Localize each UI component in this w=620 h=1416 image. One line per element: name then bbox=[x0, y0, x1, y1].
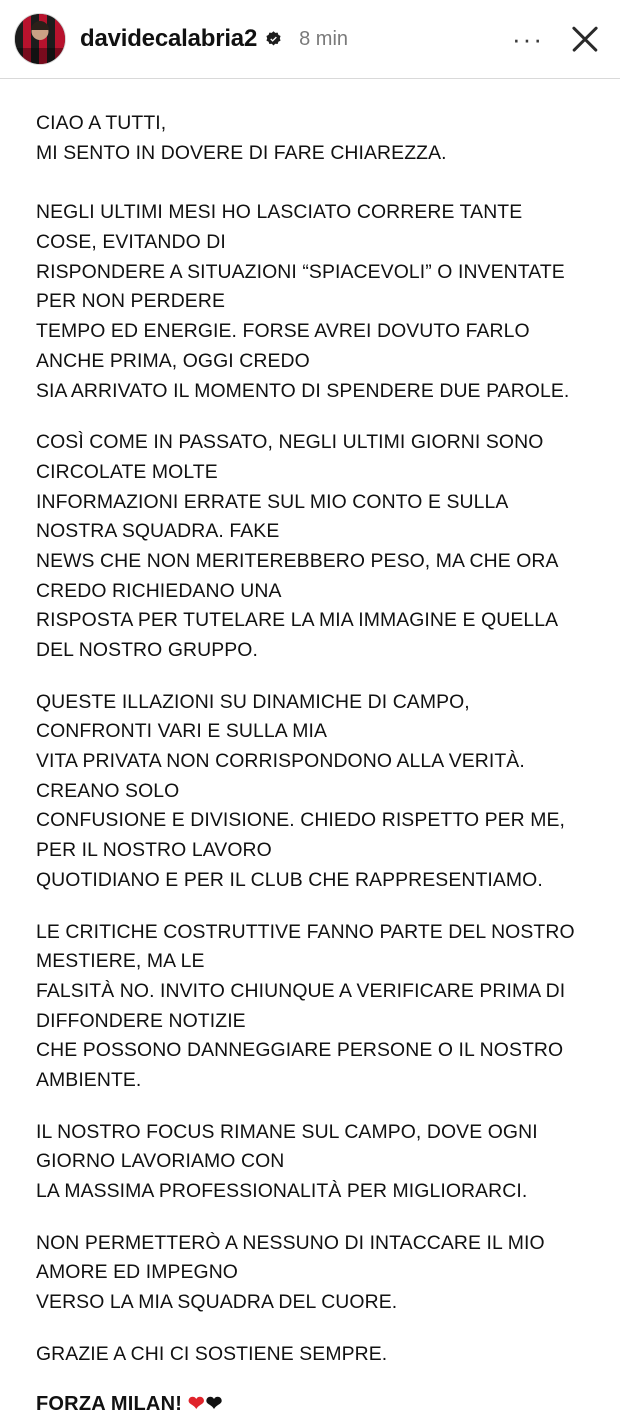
more-options-icon[interactable]: ··· bbox=[512, 24, 544, 54]
paragraph-line: IL NOSTRO FOCUS RIMANE SUL CAMPO, DOVE OGNI GIORNO LAVORIAMO CON bbox=[36, 1120, 538, 1173]
paragraph-line: INFORMAZIONI ERRATE SUL MIO CONTO E SULLA NOSTRA SQUADRA. FAKE bbox=[36, 490, 508, 543]
paragraph-line: RISPOSTA PER TUTELARE LA MIA IMMAGINE E QUELLA DEL NOSTRO GRUPPO. bbox=[36, 609, 558, 661]
paragraph-line: NON PERMETTERÒ A NESSUNO DI INTACCARE IL MIO AMORE ED IMPEGNO bbox=[36, 1231, 545, 1284]
paragraph-line: QUESTE ILLAZIONI SU DINAMICHE DI CAMPO, CONFRONTI VARI E SULLA MIA bbox=[36, 690, 470, 743]
red-heart-icon: ❤ bbox=[187, 1393, 206, 1416]
avatar[interactable] bbox=[14, 13, 66, 65]
paragraph-line: VERSO LA MIA SQUADRA DEL CUORE. bbox=[36, 1291, 398, 1314]
paragraph-line: VITA PRIVATA NON CORRISPONDONO ALLA VERITÀ. CREANO SOLO bbox=[36, 750, 525, 802]
story-header bbox=[0, 0, 620, 78]
signoff-text: FORZA MILAN! bbox=[36, 1393, 183, 1416]
avatar-shade bbox=[15, 48, 65, 64]
paragraph-line: NEWS CHE NON MERITEREBBERO PESO, MA CHE ORA CREDO RICHIEDANO UNA bbox=[36, 549, 558, 602]
paragraph-line: LE CRITICHE COSTRUTTIVE FANNO PARTE DEL NOSTRO MESTIERE, MA LE bbox=[36, 920, 575, 973]
story-paragraph bbox=[36, 918, 586, 1096]
story-greeting bbox=[36, 109, 586, 168]
paragraph-line: CHE POSSONO DANNEGGIARE PERSONE O IL NOSTRO AMBIENTE. bbox=[36, 1039, 564, 1091]
paragraph-line: LA MASSIMA PROFESSIONALITÀ PER MIGLIORARCI. bbox=[36, 1180, 528, 1202]
story-paragraph bbox=[36, 1340, 586, 1370]
story-text-content bbox=[0, 79, 620, 1416]
paragraph-line: QUOTIDIANO E PER IL CLUB CHE RAPPRESENTIAMO. bbox=[36, 868, 543, 891]
paragraph-line: TEMPO ED ENERGIE. FORSE AVREI DOVUTO FARLO ANCHE PRIMA, OGGI CREDO bbox=[36, 320, 530, 372]
paragraph-line: CONFUSIONE E DIVISIONE. CHIEDO RISPETTO PER ME, PER IL NOSTRO LAVORO bbox=[36, 809, 566, 862]
story-paragraph bbox=[36, 428, 586, 666]
black-heart-icon: ❤ bbox=[205, 1393, 224, 1416]
paragraph-line: COSÌ COME IN PASSATO, NEGLI ULTIMI GIORNI SONO CIRCOLATE MOLTE bbox=[36, 431, 544, 483]
account-username[interactable]: davidecalabria2 bbox=[80, 25, 258, 52]
story-paragraph bbox=[36, 688, 586, 896]
close-icon[interactable] bbox=[568, 22, 602, 56]
story-paragraph bbox=[36, 1118, 586, 1207]
story-paragraph bbox=[36, 1229, 586, 1318]
paragraph-line: NEGLI ULTIMI MESI HO LASCIATO CORRERE TANTE COSE, EVITANDO DI bbox=[36, 201, 523, 254]
paragraph-line: SIA ARRIVATO IL MOMENTO DI SPENDERE DUE PAROLE. bbox=[36, 379, 570, 402]
verified-badge-icon bbox=[264, 30, 283, 49]
story-timestamp: 8 min bbox=[299, 27, 349, 50]
paragraph-line: GRAZIE A CHI CI SOSTIENE SEMPRE. bbox=[36, 1342, 388, 1365]
story-paragraph bbox=[36, 198, 586, 406]
story-signoff bbox=[36, 1391, 586, 1416]
paragraph-line: FALSITÀ NO. INVITO CHIUNQUE A VERIFICARE PRIMA DI DIFFONDERE NOTIZIE bbox=[36, 979, 566, 1032]
greeting-line: MI SENTO IN DOVERE DI FARE CHIAREZZA. bbox=[36, 141, 447, 164]
heart-icons bbox=[188, 1393, 224, 1415]
greeting-line: CIAO A TUTTI, bbox=[36, 112, 167, 134]
paragraph-line: RISPONDERE A SITUAZIONI “SPIACEVOLI” O INVENTATE PER NON PERDERE bbox=[36, 260, 565, 313]
